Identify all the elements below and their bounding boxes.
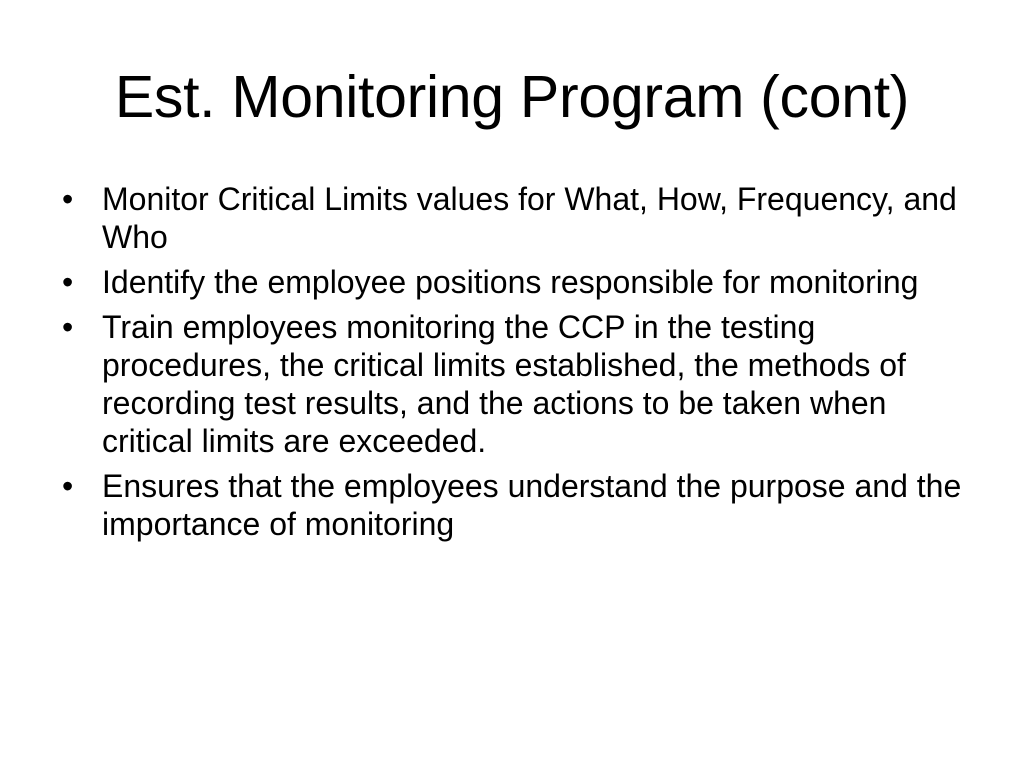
bullet-item (62, 180, 967, 256)
bullet-text: Train employees monitoring the CCP in the testing procedures, the critical limits established, the methods of recording test results, and the actions to be taken when critical limits are exceeded. (102, 309, 906, 459)
bullet-item (62, 263, 967, 301)
bullet-dot-icon: • (62, 309, 74, 345)
bullet-list (62, 180, 967, 550)
bullet-text: Ensures that the employees understand the purpose and the importance of monitoring (102, 468, 962, 542)
bullet-text: Monitor Critical Limits values for What, How, Frequency, and Who (102, 181, 957, 255)
slide-title: Est. Monitoring Program (cont) (114, 64, 910, 130)
bullet-dot-icon: • (62, 468, 74, 504)
bullet-item (62, 467, 967, 543)
bullet-dot-icon: • (62, 181, 74, 217)
bullet-text: Identify the employee positions responsible for monitoring (102, 264, 919, 300)
bullet-dot-icon: • (62, 264, 74, 300)
bullet-item (62, 308, 967, 460)
